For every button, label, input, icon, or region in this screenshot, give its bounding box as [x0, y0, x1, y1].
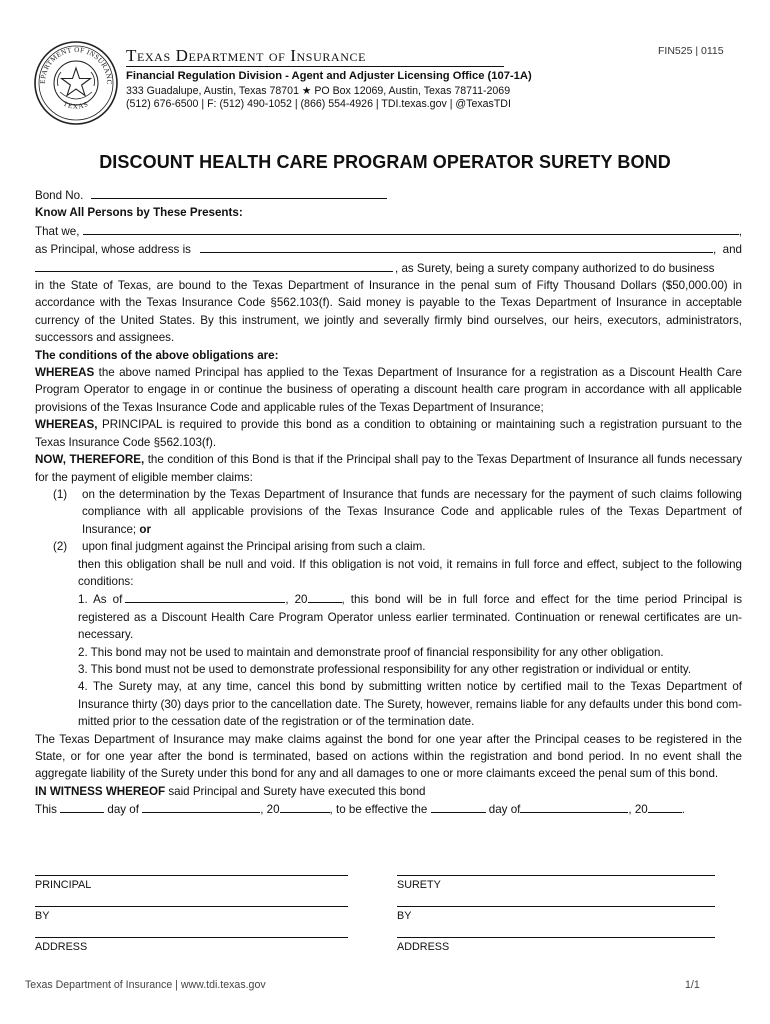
- principal-address-field[interactable]: [200, 240, 713, 253]
- execution-year-field[interactable]: [280, 800, 330, 813]
- and-label: and: [722, 243, 742, 257]
- surety-address-label: ADDRESS: [397, 941, 450, 953]
- principal-by-field[interactable]: [35, 906, 348, 907]
- as-of-date-field[interactable]: [125, 590, 285, 603]
- whereas-2-label: WHEREAS,: [35, 418, 98, 432]
- footer-agency: Texas Department of Insurance | www.tdi.texas.gov: [25, 979, 266, 991]
- surety-address-sig-field[interactable]: [397, 937, 715, 938]
- surety-name-field[interactable]: [35, 259, 393, 272]
- know-all-heading: Know All Persons by These Presents:: [35, 206, 243, 220]
- year-prefix-1: , 20: [260, 803, 280, 817]
- effective-day-field[interactable]: [431, 800, 486, 813]
- seal-top-text: EPARTMENT OF INSURANC: [38, 45, 114, 85]
- item-2-text: upon final judgment against the Principal arising from such a claim.: [82, 540, 426, 554]
- item-1: [35, 486, 742, 538]
- surety-line: [35, 259, 742, 277]
- principal-signature-field[interactable]: [35, 875, 348, 876]
- condition-2: 2. This bond may not be used to maintain and demonstrate proof of financial responsibility for any other obligation.: [78, 645, 664, 659]
- bond-body: [35, 186, 742, 819]
- execution-month-field[interactable]: [142, 800, 260, 813]
- page-number: 1/1: [685, 979, 700, 991]
- witness-text: said Principal and Surety have executed this bond: [165, 784, 426, 798]
- day-of-label-2: day of: [488, 803, 521, 817]
- surety-tail-text: , as Surety, being a surety company authorized to do business: [395, 261, 715, 275]
- witness-line: [35, 783, 742, 800]
- now-therefore-label: NOW, THEREFORE,: [35, 453, 145, 467]
- witness-label: IN WITNESS WHEREOF: [35, 784, 166, 798]
- year-prefix-2: , 20: [628, 803, 648, 817]
- cond-1-year-prefix: , 20: [285, 593, 308, 607]
- then-paragraph: then this obligation shall be null and void. If this obligation is not void, it remains in full force and effect, subject to the following conditions:: [78, 557, 742, 588]
- now-therefore-paragraph: [35, 451, 742, 486]
- that-we-label: That we,: [35, 224, 80, 238]
- surety-by-field[interactable]: [397, 906, 715, 907]
- as-of-year-field[interactable]: [308, 590, 342, 603]
- agency-contact: (512) 676-6500 | F: (512) 490-1052 | (866) 554-4926 | TDI.texas.gov | @TexasTDI: [126, 98, 511, 110]
- whereas-paragraph-2: [35, 416, 742, 451]
- item-1-or: or: [139, 522, 151, 536]
- svg-text:TEXAS: [62, 100, 90, 111]
- that-we-line: That we, ,: [35, 222, 742, 240]
- effective-label: , to be effective the: [329, 803, 428, 817]
- principal-name-field[interactable]: [83, 222, 738, 235]
- whereas-1-text: the above named Principal has applied to the Texas Department of Insurance for a registration as a Discount Health Care Program Operator to engage in or continue the business of operating a discount health care program in accordance with all applicable provisions of the Texas Insurance Code and applicable rules of the Texas Department of Insurance;: [35, 366, 742, 414]
- form-number: FIN525 | 0115: [658, 45, 724, 57]
- principal-label: PRINCIPAL: [35, 879, 92, 891]
- cond-1-text: , this bond will be in full force and effect for the time period Principal is registered as a Discount Health Care Program Operator unless earlier terminated. Continuation or renewal certificates are un- necessary.: [78, 593, 742, 642]
- surety-signature-field[interactable]: [397, 875, 715, 876]
- bond-no-label: Bond No.: [35, 189, 84, 202]
- now-therefore-text: the condition of this Bond is that if the Principal shall pay to the Texas Department of Insurance all funds necessary for the payment of eligible member claims:: [35, 453, 742, 484]
- bond-no-line: [35, 186, 742, 204]
- this-label: This: [35, 803, 57, 817]
- division-name: Financial Regulation Division - Agent and Adjuster Licensing Office (107-1A): [126, 70, 532, 82]
- item-2-number: (2): [53, 540, 68, 554]
- condition-4: 4. The Surety may, at any time, cancel this bond by submitting written notice by certified mail to the Texas Department of Insurance thirty (30) days prior to the cancellation date. The Surety, however, remains liable for any defaults under this bond com- mitted prior to the cessation date of the registration or of the termination date.: [78, 680, 742, 729]
- condition-3: 3. This bond must not be used to demonstrate professional responsibility for any other registration or individual or entity.: [78, 662, 692, 676]
- whereas-1-label: WHEREAS: [35, 366, 95, 380]
- cond-1-as-of: 1. As of: [78, 593, 123, 607]
- surety-by-label: BY: [397, 910, 412, 922]
- day-of-label: day of: [107, 803, 139, 817]
- item-2: [35, 538, 742, 555]
- item-1-number: (1): [53, 487, 68, 501]
- surety-label: SURETY: [397, 879, 441, 891]
- penal-sum-paragraph: in the State of Texas, are bound to the Texas Department of Insurance in the penal sum of Fifty Thousand Dollars ($50,000.00) in accordance with the Texas Insurance Code §562.103(f). Said money is payable to the Texas Department of Insurance in acceptable currency of the United States. By this instrument, we jointly and severally firmly bind ourselves, our heirs, executors, administrators, successors and assignees.: [35, 279, 742, 345]
- agency-address: 333 Guadalupe, Austin, Texas 78701 ★ PO Box 12069, Austin, Texas 78711-2069: [126, 85, 511, 97]
- effective-month-field[interactable]: [520, 800, 628, 813]
- item-1-text: on the determination by the Texas Department of Insurance that funds are necessary for the payment of such claims following compliance with all applicable provisions of the Texas Insurance Code and applicable rules of the Texas Department of Insurance;: [82, 487, 742, 536]
- whereas-2-text: PRINCIPAL is required to provide this bond as a condition to obtaining or maintaining such a registration pursuant to the Texas Insurance Code §562.103(f).: [35, 418, 742, 449]
- execution-date-line: [35, 800, 742, 818]
- claims-paragraph: The Texas Department of Insurance may make claims against the bond for one year after the Principal ceases to be registered in the State, or for one year after the bond is terminated, based on actions within the registration and bond period. In no event shall the aggregate liability of the Surety under this bond for any and all damages to one or more claimants exceed the penal sum of this bond.: [35, 732, 742, 781]
- header-rule: [126, 66, 504, 67]
- agency-name: Texas Department of Insurance: [126, 46, 367, 65]
- principal-by-label: BY: [35, 910, 50, 922]
- effective-year-field[interactable]: [648, 800, 682, 813]
- tdi-seal-icon: [33, 40, 119, 126]
- document-title: DISCOUNT HEALTH CARE PROGRAM OPERATOR SURETY BOND: [99, 152, 671, 172]
- bond-no-field[interactable]: [91, 186, 387, 199]
- whereas-paragraph-1: [35, 364, 742, 416]
- as-principal-label: as Principal, whose address is: [35, 243, 191, 257]
- seal-bottom-text: TEXAS: [61, 99, 91, 111]
- execution-day-field[interactable]: [60, 800, 104, 813]
- condition-1: [35, 590, 742, 643]
- principal-address-line: as Principal, whose address is , and: [35, 240, 742, 258]
- principal-address-label: ADDRESS: [35, 941, 88, 953]
- conditions-heading: The conditions of the above obligations are:: [35, 348, 279, 362]
- closing-period: .: [681, 803, 685, 817]
- principal-address-sig-field[interactable]: [35, 937, 348, 938]
